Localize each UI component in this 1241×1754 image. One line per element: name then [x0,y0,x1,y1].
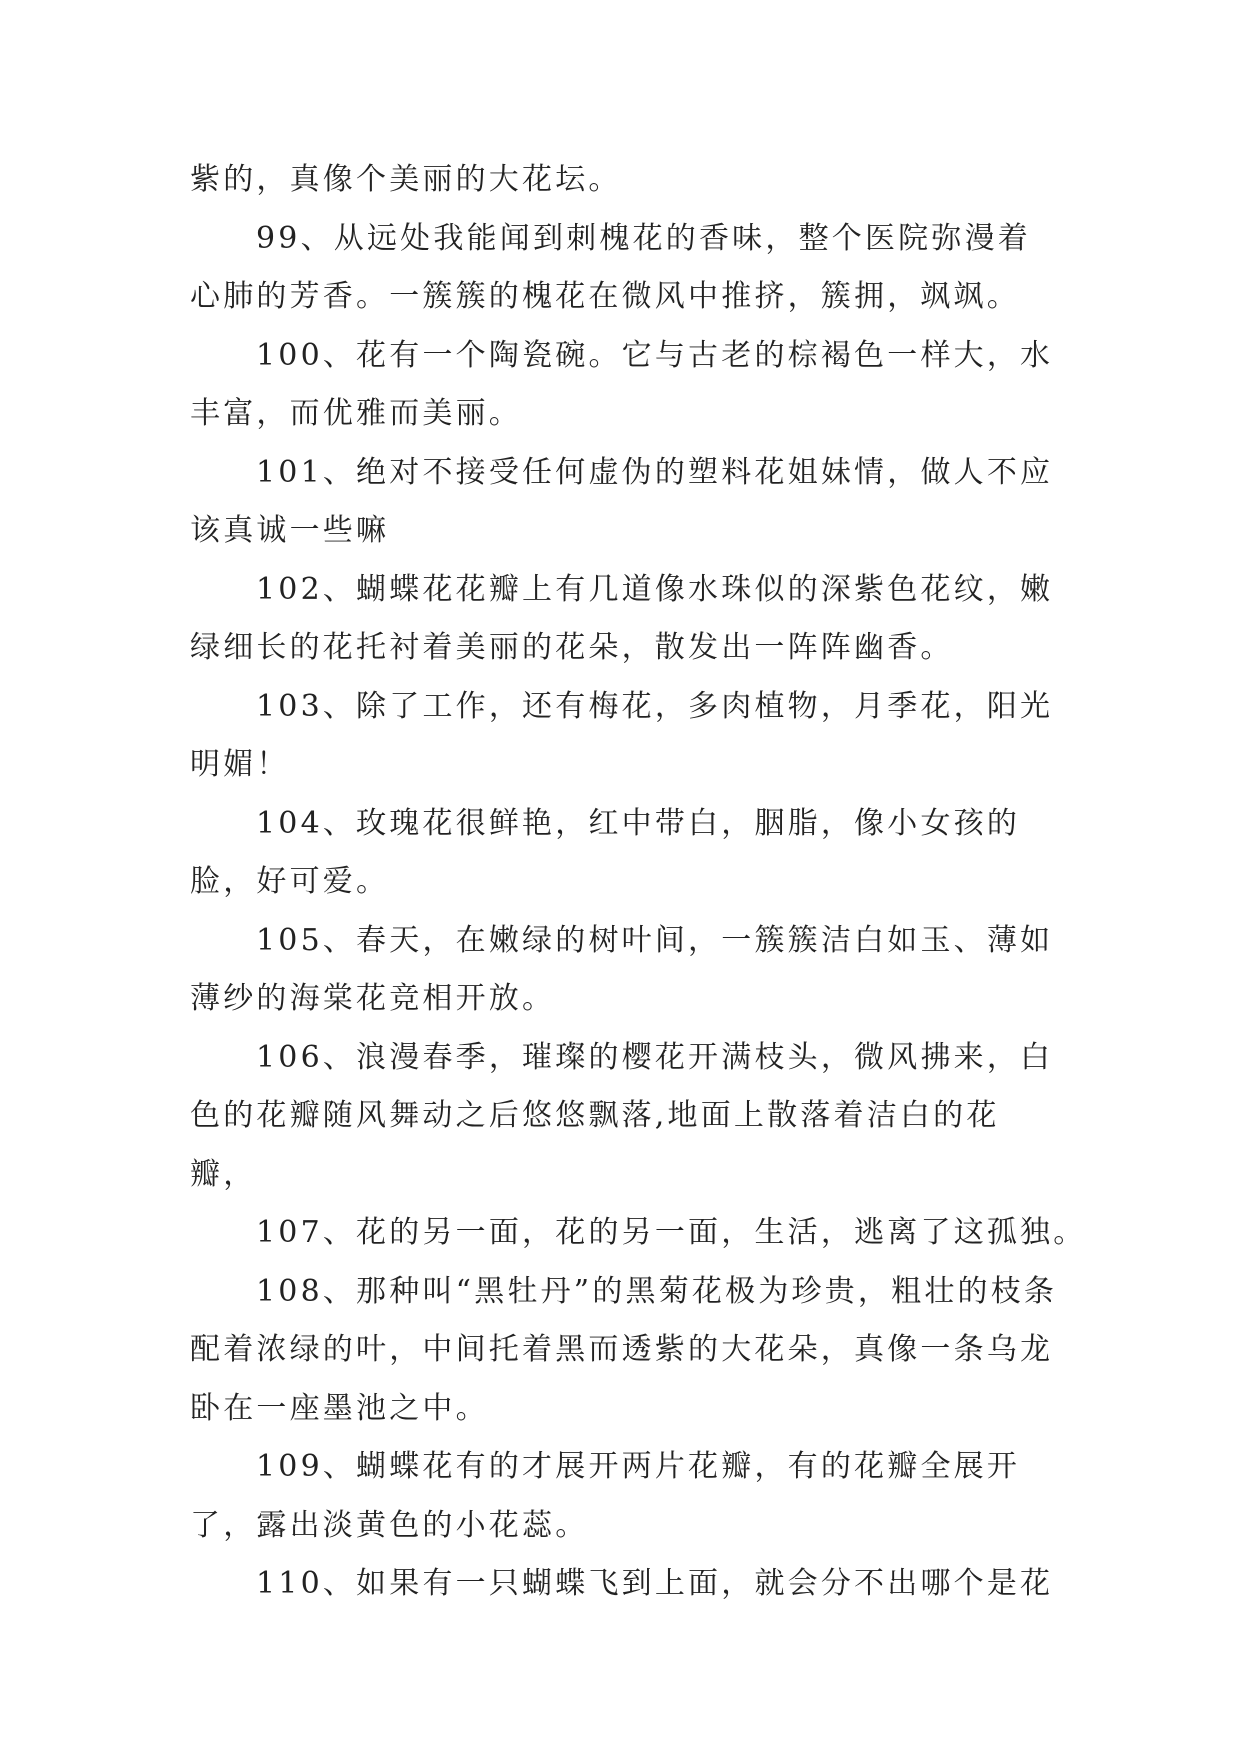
paragraph-100: 100、花有一个陶瓷碗。它与古老的棕褐色一样大，水丰富，而优雅而美丽。 [190,337,1054,431]
paragraph-106: 106、浪漫春季，璀璨的樱花开满枝头，微风拂来，白色的花瓣随风舞动之后悠悠飘落,地面上散落着洁白的花瓣， [190,1039,1054,1192]
paragraph-104: 104、玫瑰花很鲜艳，红中带白，胭脂，像小女孩的脸，好可爱。 [190,805,1021,899]
paragraph-107: 107、花的另一面，花的另一面，生活，逃离了这孤独。 [256,1215,1087,1250]
paragraph-101: 101、绝对不接受任何虚伪的塑料花姐妹情，做人不应该真诚一些嘛 [190,454,1054,548]
paragraph-108: 108、那种叫“黑牡丹”的黑菊花极为珍贵，粗壮的枝条配着浓绿的叶，中间托着黑而透紫的大花朵，真像一条乌龙卧在一座墨池之中。 [190,1273,1058,1426]
document-body [190,151,1087,1614]
paragraph-109: 109、蝴蝶花有的才展开两片花瓣，有的花瓣全展开了，露出淡黄色的小花蕊。 [190,1449,1021,1543]
paragraph-110: 110、如果有一只蝴蝶飞到上面，就会分不出哪个是花 [256,1566,1054,1601]
paragraph-105: 105、春天，在嫩绿的树叶间，一簇簇洁白如玉、薄如薄纱的海棠花竞相开放。 [190,922,1054,1016]
paragraph-103: 103、除了工作，还有梅花，多肉植物，月季花，阳光明媚！ [190,688,1054,782]
paragraph-102: 102、蝴蝶花花瓣上有几道像水珠似的深紫色花纹，嫩绿细长的花托衬着美丽的花朵，散发出一阵阵幽香。 [190,571,1054,665]
paragraph-99: 99、从远处我能闻到刺槐花的香味，整个医院弥漫着心肺的芳香。一簇簇的槐花在微风中推挤，簇拥，飒飒。 [190,220,1031,314]
paragraph-continuation: 紫的，真像个美丽的大花坛。 [190,162,622,197]
